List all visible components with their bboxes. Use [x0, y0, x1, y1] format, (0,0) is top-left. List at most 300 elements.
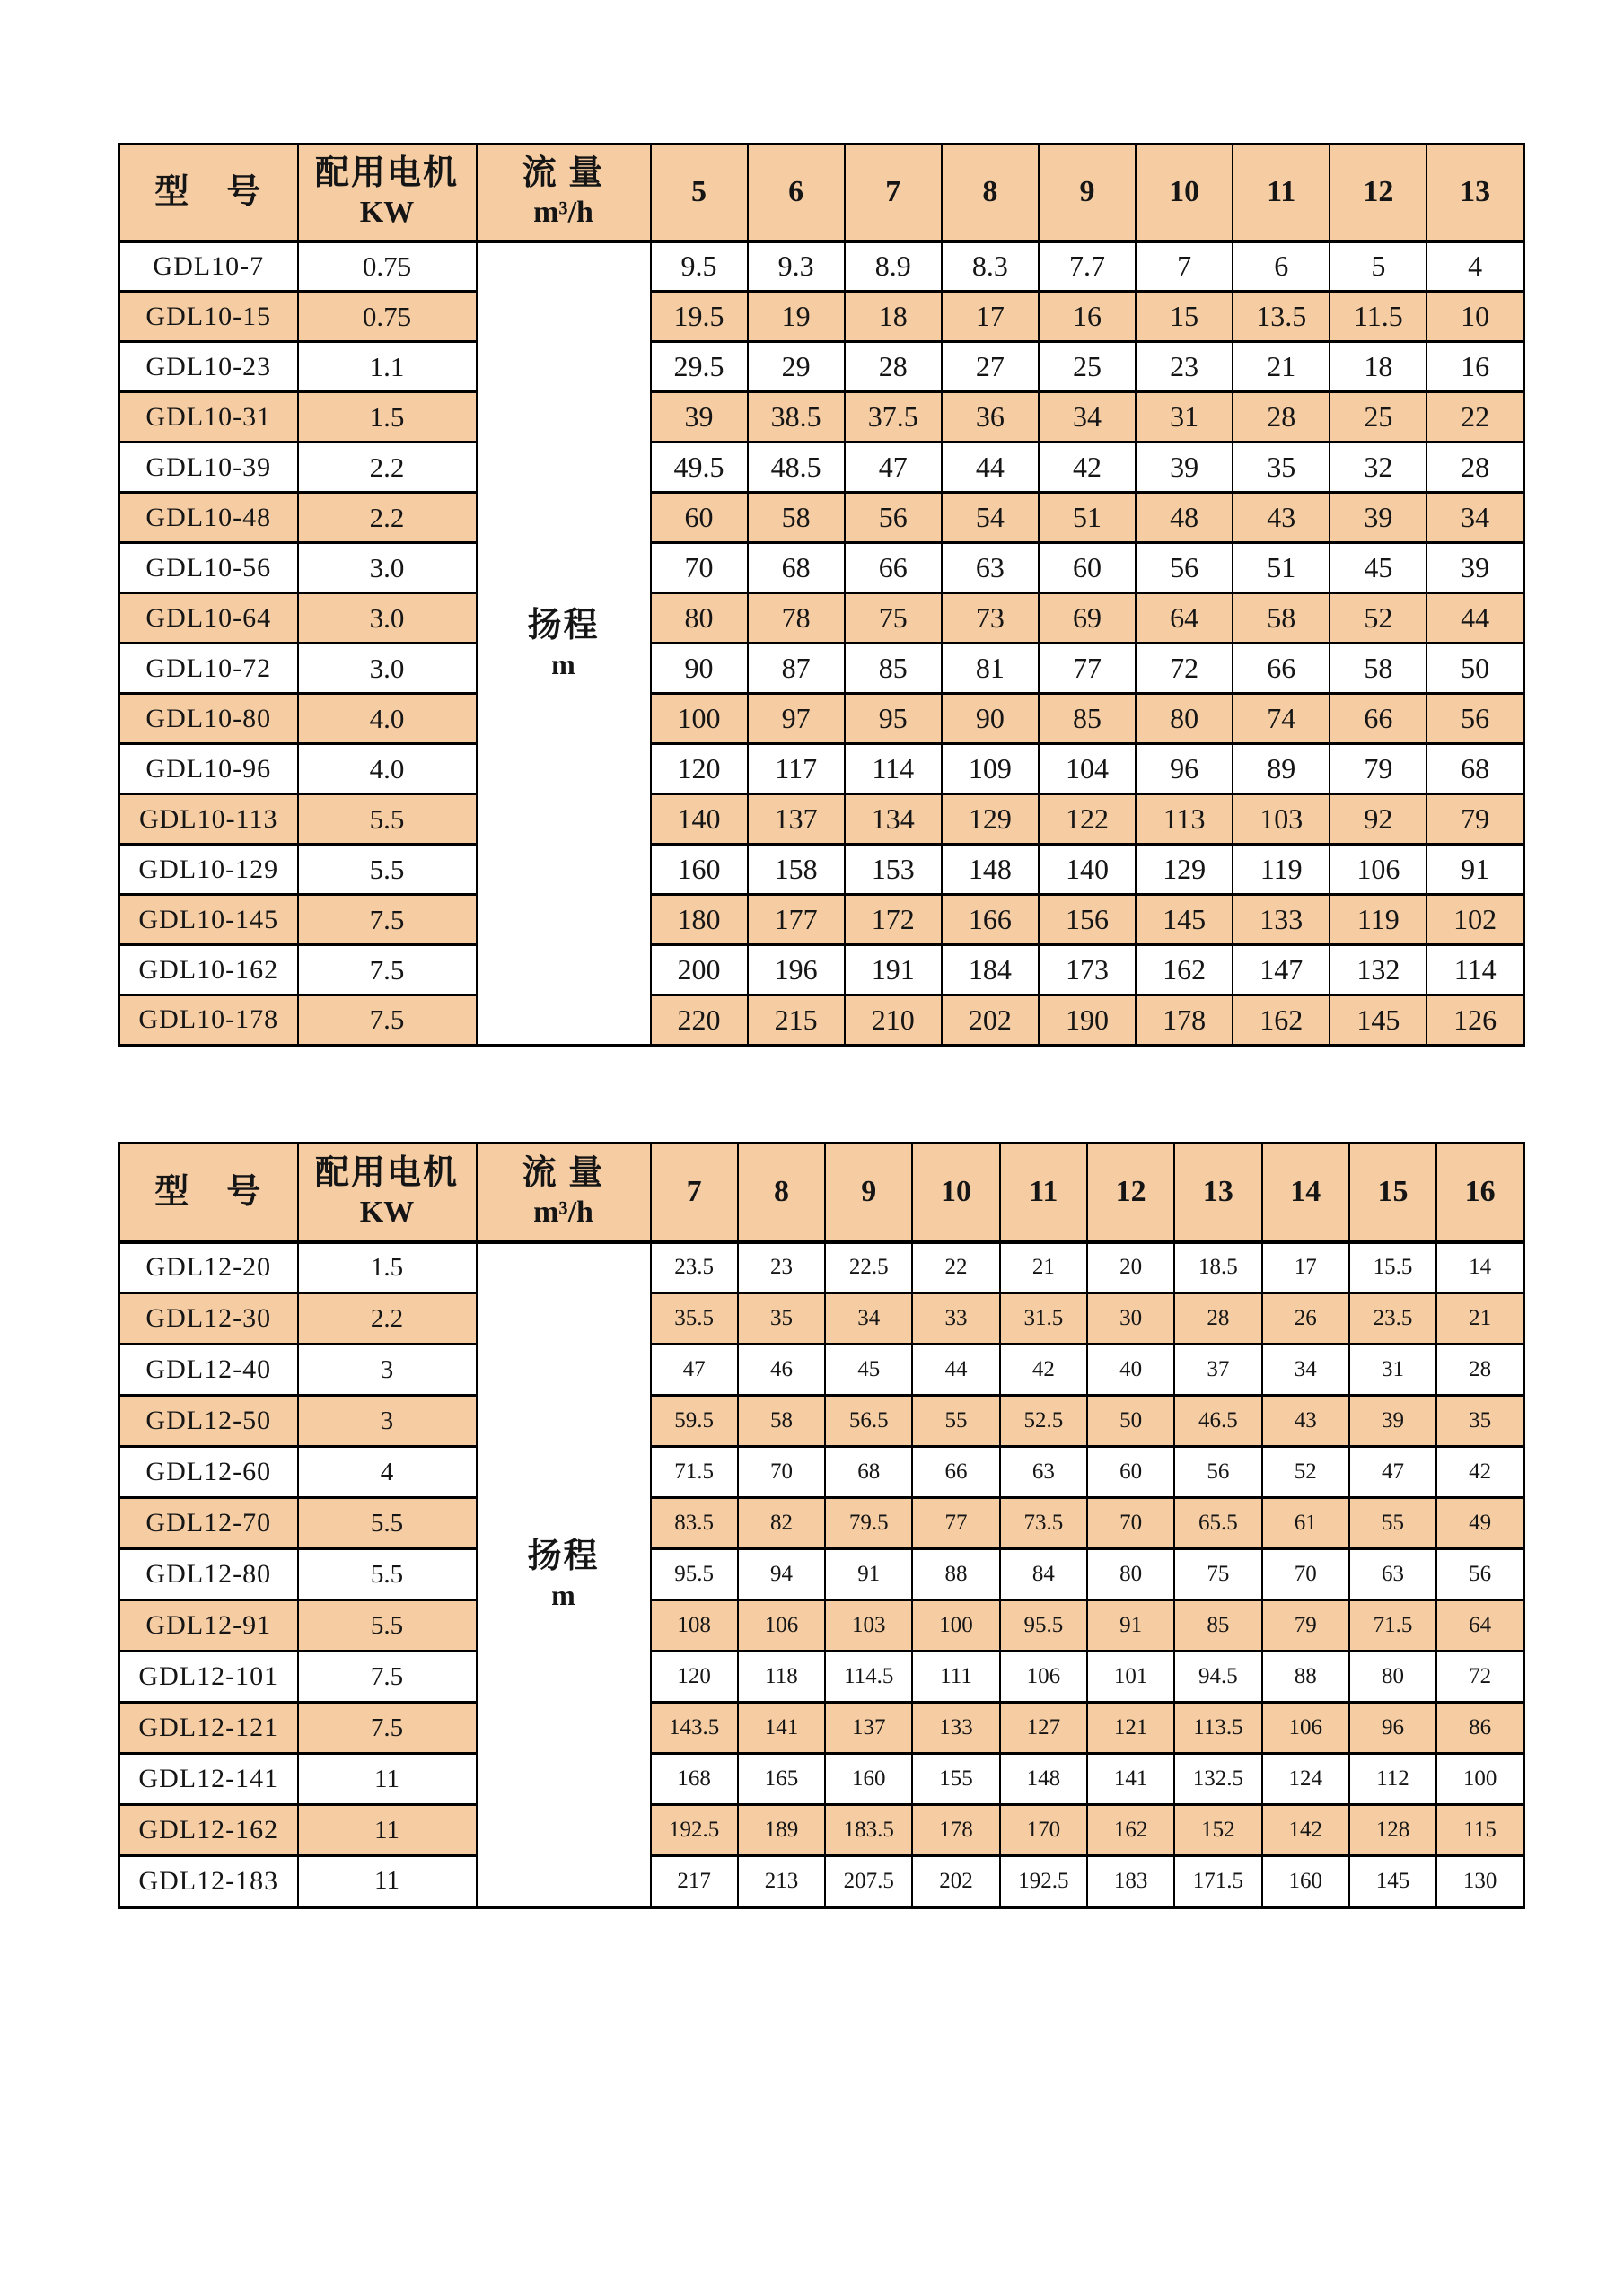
- motor-power-cell: 2.2: [298, 493, 477, 543]
- head-value-cell: 59.5: [651, 1396, 738, 1447]
- flow-value-column-header: 13: [1174, 1144, 1261, 1242]
- head-value-cell: 90: [942, 694, 1039, 744]
- head-value-cell: 7: [1136, 241, 1233, 292]
- pump-table-gdl10: [118, 143, 1525, 1047]
- head-value-cell: 15.5: [1349, 1242, 1436, 1293]
- table-row: [119, 1703, 1524, 1754]
- head-value-cell: 45: [1330, 543, 1426, 593]
- head-value-cell: 9.3: [748, 241, 845, 292]
- motor-power-cell: 3: [298, 1396, 477, 1447]
- table-row: [119, 1549, 1524, 1600]
- model-cell: GDL10-178: [119, 995, 298, 1046]
- head-value-cell: 34: [825, 1293, 912, 1345]
- model-cell: GDL10-7: [119, 241, 298, 292]
- model-cell: GDL12-101: [119, 1652, 298, 1703]
- head-value-cell: 51: [1233, 543, 1330, 593]
- head-value-cell: 39: [1349, 1396, 1436, 1447]
- head-value-cell: 47: [845, 443, 942, 493]
- head-value-cell: 132.5: [1174, 1754, 1261, 1805]
- head-value-cell: 147: [1233, 945, 1330, 995]
- flow-value-column-header: 6: [748, 145, 845, 241]
- head-value-cell: 26: [1262, 1293, 1349, 1345]
- head-value-cell: 143.5: [651, 1703, 738, 1754]
- head-value-cell: 156: [1039, 895, 1136, 945]
- head-value-cell: 140: [1039, 845, 1136, 895]
- motor-power-cell: 7.5: [298, 1652, 477, 1703]
- head-value-cell: 21: [1436, 1293, 1523, 1345]
- flow-value-column-header: 15: [1349, 1144, 1436, 1242]
- head-value-cell: 64: [1136, 593, 1233, 644]
- motor-power-column-header: [298, 1144, 477, 1242]
- head-value-cell: 106: [1330, 845, 1426, 895]
- motor-power-cell: 5.5: [298, 845, 477, 895]
- head-value-cell: 47: [651, 1345, 738, 1396]
- head-value-cell: 40: [1087, 1345, 1174, 1396]
- flow-value-column-header: 7: [651, 1144, 738, 1242]
- head-value-cell: 141: [738, 1703, 825, 1754]
- model-column-header: 型 号: [119, 1144, 298, 1242]
- head-value-cell: 137: [748, 794, 845, 845]
- head-value-cell: 113.5: [1174, 1703, 1261, 1754]
- head-value-cell: 202: [942, 995, 1039, 1046]
- head-value-cell: 196: [748, 945, 845, 995]
- head-value-cell: 56.5: [825, 1396, 912, 1447]
- motor-power-column-header: [298, 145, 477, 241]
- model-cell: GDL12-91: [119, 1600, 298, 1652]
- head-value-cell: 119: [1233, 845, 1330, 895]
- head-value-cell: 58: [1330, 644, 1426, 694]
- head-value-cell: 77: [1039, 644, 1136, 694]
- head-value-cell: 180: [651, 895, 748, 945]
- flow-value-column-header: 16: [1436, 1144, 1523, 1242]
- motor-power-cell: 4.0: [298, 694, 477, 744]
- head-value-cell: 91: [825, 1549, 912, 1600]
- head-value-cell: 162: [1136, 945, 1233, 995]
- head-value-cell: 112: [1349, 1754, 1436, 1805]
- model-cell: GDL12-141: [119, 1754, 298, 1805]
- head-value-cell: 80: [1136, 694, 1233, 744]
- model-cell: GDL10-15: [119, 292, 298, 342]
- head-value-cell: 102: [1426, 895, 1523, 945]
- model-cell: GDL12-60: [119, 1447, 298, 1498]
- head-value-cell: 68: [1426, 744, 1523, 794]
- head-value-cell: 217: [651, 1856, 738, 1907]
- head-value-cell: 100: [1436, 1754, 1523, 1805]
- head-value-cell: 192.5: [651, 1805, 738, 1856]
- head-value-cell: 103: [1233, 794, 1330, 845]
- head-value-cell: 44: [942, 443, 1039, 493]
- model-cell: GDL12-40: [119, 1345, 298, 1396]
- head-value-cell: 79.5: [825, 1498, 912, 1549]
- motor-power-cell: 5.5: [298, 794, 477, 845]
- table-row: [119, 1754, 1524, 1805]
- head-value-cell: 28: [845, 342, 942, 392]
- head-value-cell: 145: [1136, 895, 1233, 945]
- head-value-cell: 70: [738, 1447, 825, 1498]
- model-column-header: 型 号: [119, 145, 298, 241]
- head-value-cell: 75: [1174, 1549, 1261, 1600]
- table-row: [119, 895, 1524, 945]
- flow-value-column-header: 12: [1087, 1144, 1174, 1242]
- head-value-cell: 66: [1330, 694, 1426, 744]
- head-value-cell: 21: [1233, 342, 1330, 392]
- head-value-cell: 111: [912, 1652, 999, 1703]
- head-value-cell: 33: [912, 1293, 999, 1345]
- head-value-cell: 30: [1087, 1293, 1174, 1345]
- table-row: [119, 845, 1524, 895]
- head-value-cell: 85: [1039, 694, 1136, 744]
- model-cell: GDL12-70: [119, 1498, 298, 1549]
- model-cell: GDL12-20: [119, 1242, 298, 1293]
- head-value-cell: 23: [738, 1242, 825, 1293]
- head-value-cell: 23.5: [651, 1242, 738, 1293]
- head-value-cell: 60: [1087, 1447, 1174, 1498]
- table-row: [119, 995, 1524, 1046]
- head-value-cell: 34: [1039, 392, 1136, 443]
- motor-power-label: 配用电机: [314, 154, 459, 193]
- head-value-cell: 142: [1262, 1805, 1349, 1856]
- head-value-cell: 10: [1426, 292, 1523, 342]
- head-value-cell: 128: [1349, 1805, 1436, 1856]
- head-value-cell: 31: [1349, 1345, 1436, 1396]
- head-value-cell: 34: [1262, 1345, 1349, 1396]
- model-cell: GDL10-113: [119, 794, 298, 845]
- flow-rate-column-header: [477, 1144, 651, 1242]
- head-value-cell: 72: [1136, 644, 1233, 694]
- head-value-cell: 71.5: [651, 1447, 738, 1498]
- head-value-cell: 153: [845, 845, 942, 895]
- flow-value-column-header: 9: [1039, 145, 1136, 241]
- motor-power-cell: 1.5: [298, 392, 477, 443]
- head-value-cell: 60: [1039, 543, 1136, 593]
- head-value-cell: 7.7: [1039, 241, 1136, 292]
- model-cell: GDL12-50: [119, 1396, 298, 1447]
- head-value-cell: 64: [1436, 1600, 1523, 1652]
- model-cell: GDL10-162: [119, 945, 298, 995]
- head-value-cell: 46.5: [1174, 1396, 1261, 1447]
- head-value-cell: 48: [1136, 493, 1233, 543]
- header-row: [119, 145, 1524, 241]
- model-cell: GDL10-31: [119, 392, 298, 443]
- head-value-cell: 140: [651, 794, 748, 845]
- head-value-cell: 18: [845, 292, 942, 342]
- head-value-cell: 8.3: [942, 241, 1039, 292]
- head-value-cell: 82: [738, 1498, 825, 1549]
- model-cell: GDL10-48: [119, 493, 298, 543]
- head-value-cell: 87: [748, 644, 845, 694]
- head-value-cell: 126: [1426, 995, 1523, 1046]
- motor-power-cell: 1.1: [298, 342, 477, 392]
- head-value-cell: 35: [1436, 1396, 1523, 1447]
- motor-power-cell: 7.5: [298, 1703, 477, 1754]
- head-value-cell: 51: [1039, 493, 1136, 543]
- head-value-cell: 183: [1087, 1856, 1174, 1907]
- head-value-cell: 25: [1039, 342, 1136, 392]
- head-value-cell: 27: [942, 342, 1039, 392]
- head-value-cell: 28: [1436, 1345, 1523, 1396]
- head-value-cell: 95.5: [651, 1549, 738, 1600]
- table-row: [119, 794, 1524, 845]
- head-value-cell: 132: [1330, 945, 1426, 995]
- head-value-cell: 158: [748, 845, 845, 895]
- head-value-cell: 133: [912, 1703, 999, 1754]
- head-value-cell: 95: [845, 694, 942, 744]
- head-value-cell: 55: [1349, 1498, 1436, 1549]
- head-value-cell: 122: [1039, 794, 1136, 845]
- head-value-cell: 9.5: [651, 241, 748, 292]
- model-cell: GDL10-39: [119, 443, 298, 493]
- head-value-cell: 152: [1174, 1805, 1261, 1856]
- model-cell: GDL12-162: [119, 1805, 298, 1856]
- head-value-cell: 129: [942, 794, 1039, 845]
- head-value-cell: 56: [1136, 543, 1233, 593]
- flow-rate-unit: m³/h: [533, 1196, 593, 1230]
- head-value-cell: 103: [825, 1600, 912, 1652]
- table-row: [119, 1652, 1524, 1703]
- head-value-cell: 220: [651, 995, 748, 1046]
- head-value-cell: 172: [845, 895, 942, 945]
- head-label: 扬程: [527, 1538, 600, 1575]
- head-value-cell: 43: [1233, 493, 1330, 543]
- table-row: [119, 694, 1524, 744]
- head-value-cell: 4: [1426, 241, 1523, 292]
- head-value-cell: 66: [1233, 644, 1330, 694]
- head-value-cell: 127: [1000, 1703, 1087, 1754]
- head-value-cell: 91: [1087, 1600, 1174, 1652]
- head-value-cell: 31.5: [1000, 1293, 1087, 1345]
- head-value-cell: 29.5: [651, 342, 748, 392]
- head-value-cell: 109: [942, 744, 1039, 794]
- table-row: [119, 241, 1524, 292]
- table-row: [119, 292, 1524, 342]
- head-value-cell: 88: [1262, 1652, 1349, 1703]
- head-value-cell: 84: [1000, 1549, 1087, 1600]
- head-value-cell: 73: [942, 593, 1039, 644]
- head-value-cell: 23: [1136, 342, 1233, 392]
- head-value-cell: 28: [1174, 1293, 1261, 1345]
- head-value-cell: 75: [845, 593, 942, 644]
- head-value-cell: 68: [748, 543, 845, 593]
- head-value-cell: 120: [651, 1652, 738, 1703]
- model-cell: GDL12-183: [119, 1856, 298, 1907]
- table-row: [119, 1242, 1524, 1293]
- head-value-cell: 52.5: [1000, 1396, 1087, 1447]
- motor-power-cell: 5.5: [298, 1549, 477, 1600]
- head-value-cell: 70: [1262, 1549, 1349, 1600]
- head-value-cell: 108: [651, 1600, 738, 1652]
- head-value-cell: 192.5: [1000, 1856, 1087, 1907]
- head-value-cell: 79: [1262, 1600, 1349, 1652]
- table-row: [119, 392, 1524, 443]
- flow-rate-column-header: [477, 145, 651, 241]
- head-value-cell: 189: [738, 1805, 825, 1856]
- head-value-cell: 80: [651, 593, 748, 644]
- head-value-cell: 70: [651, 543, 748, 593]
- motor-power-unit: KW: [359, 1196, 415, 1230]
- table-row: [119, 493, 1524, 543]
- head-value-cell: 58: [738, 1396, 825, 1447]
- head-value-cell: 114: [1426, 945, 1523, 995]
- head-value-cell: 65.5: [1174, 1498, 1261, 1549]
- head-value-cell: 35: [738, 1293, 825, 1345]
- model-cell: GDL12-80: [119, 1549, 298, 1600]
- head-value-cell: 66: [912, 1447, 999, 1498]
- head-value-cell: 106: [1000, 1652, 1087, 1703]
- motor-power-cell: 7.5: [298, 945, 477, 995]
- motor-power-cell: 0.75: [298, 292, 477, 342]
- head-value-cell: 104: [1039, 744, 1136, 794]
- head-value-cell: 50: [1426, 644, 1523, 694]
- motor-power-label: 配用电机: [314, 1154, 459, 1193]
- head-value-cell: 58: [1233, 593, 1330, 644]
- head-value-cell: 22: [912, 1242, 999, 1293]
- head-value-cell: 36: [942, 392, 1039, 443]
- table-row: [119, 1447, 1524, 1498]
- header-row: [119, 1144, 1524, 1242]
- table-row: [119, 644, 1524, 694]
- head-value-cell: 81: [942, 644, 1039, 694]
- head-value-cell: 213: [738, 1856, 825, 1907]
- head-value-cell: 21: [1000, 1242, 1087, 1293]
- head-value-cell: 121: [1087, 1703, 1174, 1754]
- head-value-cell: 191: [845, 945, 942, 995]
- head-value-cell: 106: [1262, 1703, 1349, 1754]
- head-value-cell: 61: [1262, 1498, 1349, 1549]
- head-value-cell: 22: [1426, 392, 1523, 443]
- head-value-cell: 49.5: [651, 443, 748, 493]
- head-value-cell: 44: [912, 1345, 999, 1396]
- table-row: [119, 1498, 1524, 1549]
- motor-power-cell: 11: [298, 1805, 477, 1856]
- head-value-cell: 92: [1330, 794, 1426, 845]
- motor-power-cell: 3.0: [298, 593, 477, 644]
- head-value-cell: 79: [1426, 794, 1523, 845]
- head-value-cell: 129: [1136, 845, 1233, 895]
- head-value-cell: 162: [1087, 1805, 1174, 1856]
- motor-power-cell: 5.5: [298, 1498, 477, 1549]
- head-value-cell: 47: [1349, 1447, 1436, 1498]
- head-value-cell: 200: [651, 945, 748, 995]
- head-value-cell: 106: [738, 1600, 825, 1652]
- head-value-cell: 124: [1262, 1754, 1349, 1805]
- flow-value-column-header: 12: [1330, 145, 1426, 241]
- head-value-cell: 25: [1330, 392, 1426, 443]
- head-value-cell: 48.5: [748, 443, 845, 493]
- head-value-cell: 100: [651, 694, 748, 744]
- head-value-cell: 55: [912, 1396, 999, 1447]
- table-row: [119, 744, 1524, 794]
- motor-power-cell: 0.75: [298, 241, 477, 292]
- head-value-cell: 16: [1039, 292, 1136, 342]
- head-value-cell: 88: [912, 1549, 999, 1600]
- head-value-cell: 145: [1349, 1856, 1436, 1907]
- head-value-cell: 173: [1039, 945, 1136, 995]
- flow-value-column-header: 13: [1426, 145, 1523, 241]
- head-value-cell: 14: [1436, 1242, 1523, 1293]
- head-value-cell: 18.5: [1174, 1242, 1261, 1293]
- head-value-cell: 145: [1330, 995, 1426, 1046]
- head-value-cell: 120: [651, 744, 748, 794]
- head-value-cell: 118: [738, 1652, 825, 1703]
- head-value-cell: 69: [1039, 593, 1136, 644]
- flow-value-column-header: 11: [1233, 145, 1330, 241]
- head-unit: m: [551, 647, 575, 680]
- head-value-cell: 28: [1233, 392, 1330, 443]
- head-value-cell: 17: [1262, 1242, 1349, 1293]
- head-value-cell: 94: [738, 1549, 825, 1600]
- head-value-cell: 160: [1262, 1856, 1349, 1907]
- head-value-cell: 43: [1262, 1396, 1349, 1447]
- head-value-cell: 63: [942, 543, 1039, 593]
- head-value-cell: 183.5: [825, 1805, 912, 1856]
- table-row: [119, 1293, 1524, 1345]
- head-value-cell: 6: [1233, 241, 1330, 292]
- motor-power-cell: 7.5: [298, 895, 477, 945]
- head-value-cell: 83.5: [651, 1498, 738, 1549]
- head-value-cell: 170: [1000, 1805, 1087, 1856]
- head-value-cell: 58: [748, 493, 845, 543]
- head-value-cell: 215: [748, 995, 845, 1046]
- motor-power-cell: 4.0: [298, 744, 477, 794]
- flow-rate-label: 流 量: [522, 154, 605, 193]
- head-value-cell: 50: [1087, 1396, 1174, 1447]
- head-value-cell: 52: [1330, 593, 1426, 644]
- table-row: [119, 1345, 1524, 1396]
- head-value-cell: 42: [1000, 1345, 1087, 1396]
- head-value-cell: 97: [748, 694, 845, 744]
- head-value-cell: 39: [1330, 493, 1426, 543]
- head-value-cell: 80: [1349, 1652, 1436, 1703]
- head-value-cell: 133: [1233, 895, 1330, 945]
- head-value-cell: 35: [1233, 443, 1330, 493]
- head-value-cell: 23.5: [1349, 1293, 1436, 1345]
- head-label-span-cell: [477, 241, 651, 1046]
- head-value-cell: 207.5: [825, 1856, 912, 1907]
- head-value-cell: 29: [748, 342, 845, 392]
- head-value-cell: 72: [1436, 1652, 1523, 1703]
- head-value-cell: 166: [942, 895, 1039, 945]
- head-value-cell: 130: [1436, 1856, 1523, 1907]
- head-value-cell: 18: [1330, 342, 1426, 392]
- head-value-cell: 85: [845, 644, 942, 694]
- head-value-cell: 70: [1087, 1498, 1174, 1549]
- head-value-cell: 15: [1136, 292, 1233, 342]
- head-value-cell: 39: [651, 392, 748, 443]
- head-value-cell: 101: [1087, 1652, 1174, 1703]
- head-value-cell: 78: [748, 593, 845, 644]
- head-value-cell: 115: [1436, 1805, 1523, 1856]
- head-value-cell: 32: [1330, 443, 1426, 493]
- motor-power-cell: 3.0: [298, 644, 477, 694]
- table-row: [119, 593, 1524, 644]
- head-value-cell: 28: [1426, 443, 1523, 493]
- head-value-cell: 168: [651, 1754, 738, 1805]
- head-value-cell: 141: [1087, 1754, 1174, 1805]
- motor-power-cell: 5.5: [298, 1600, 477, 1652]
- head-value-cell: 19.5: [651, 292, 748, 342]
- table-row: [119, 1396, 1524, 1447]
- head-value-cell: 184: [942, 945, 1039, 995]
- head-value-cell: 37.5: [845, 392, 942, 443]
- head-value-cell: 148: [942, 845, 1039, 895]
- head-value-cell: 94.5: [1174, 1652, 1261, 1703]
- head-value-cell: 46: [738, 1345, 825, 1396]
- head-value-cell: 66: [845, 543, 942, 593]
- table-row: [119, 342, 1524, 392]
- head-value-cell: 91: [1426, 845, 1523, 895]
- head-value-cell: 42: [1039, 443, 1136, 493]
- head-value-cell: 95.5: [1000, 1600, 1087, 1652]
